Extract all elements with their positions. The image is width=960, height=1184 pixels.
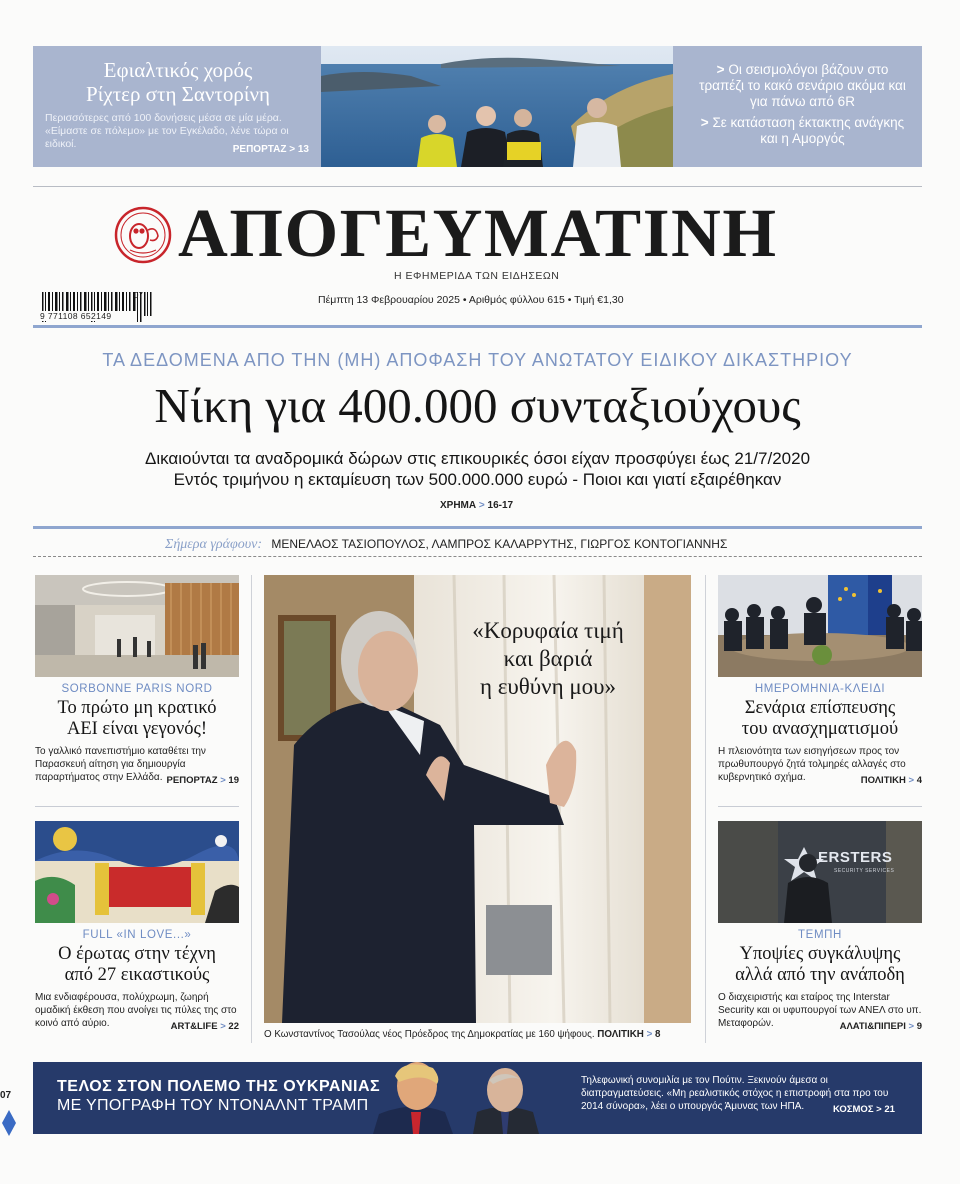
santorini-photo <box>321 46 673 167</box>
dashed-divider <box>33 556 922 557</box>
tempi-title-line2: αλλά από την ανάποδη <box>735 965 905 985</box>
bullet-text: Οι σεισμολόγοι βάζουν στο τραπέζι το κακό σενάριο ακόμα και για πάνω από 6R <box>699 62 906 109</box>
diamond-icon <box>2 1110 16 1136</box>
ref-arrow-icon: > <box>876 1104 882 1115</box>
santorini-ref-section: ΡΕΠΟΡΤΑΖ <box>232 144 287 155</box>
owl-seal-icon <box>114 206 172 264</box>
column-divider <box>251 575 252 1043</box>
writers-label: Σήμερα γράφουν: <box>165 537 263 552</box>
cabinet-ref-page: 4 <box>916 775 922 786</box>
blue-divider <box>33 526 922 529</box>
sorbonne-section: SORBONNE PARIS NORD <box>61 683 213 695</box>
santorini-title <box>45 58 311 106</box>
story-sorbonne[interactable] <box>35 575 239 784</box>
santorini-illustration <box>321 46 673 167</box>
ukraine-ref-page: 21 <box>884 1104 895 1115</box>
writers-line <box>165 537 727 553</box>
ref-arrow-icon: > <box>220 1021 226 1032</box>
cabinet-meeting-illustration <box>718 575 922 677</box>
lead-ref-page: 16-17 <box>487 500 514 511</box>
art-ref-section: ART&LIFE <box>170 1021 218 1032</box>
ref-arrow-icon: > <box>220 775 226 786</box>
santorini-page-ref[interactable] <box>233 144 309 155</box>
santorini-bullets <box>675 46 922 167</box>
cabinet-title-line1: Σενάρια επίσπευσης <box>744 698 896 718</box>
blue-divider <box>33 325 922 328</box>
bullet-arrow-icon: > <box>716 62 725 77</box>
ref-arrow-icon: > <box>908 1021 915 1032</box>
bullet-arrow-icon: > <box>700 115 709 130</box>
ukraine-title: ΤΕΛΟΣ ΣΤΟΝ ΠΟΛΕΜΟ ΤΗΣ ΟΥΚΡΑΝΙΑΣ <box>57 1078 381 1095</box>
story-art[interactable] <box>35 821 239 1030</box>
story-tempi[interactable] <box>718 821 922 1030</box>
divider <box>35 806 239 807</box>
sorbonne-title-line1: Το πρώτο μη κρατικό <box>57 698 217 718</box>
tempi-photo <box>718 821 922 923</box>
tempi-title-line1: Υποψίες συγκάλυψης <box>739 944 901 964</box>
art-title <box>35 944 239 986</box>
sorbonne-ref-page: 19 <box>228 775 239 786</box>
leaders-photo <box>373 1062 583 1134</box>
quote-line2: και βαριά <box>503 646 593 671</box>
art-title-line1: Ο έρωτας στην τέχνη <box>58 944 216 964</box>
sorbonne-ref-section: ΡΕΠΟΡΤΑΖ <box>166 775 218 786</box>
president-caption[interactable] <box>264 1029 691 1040</box>
sign-text: ERSTERS <box>818 849 893 866</box>
tempi-section: ΤΕΜΠΗ <box>798 929 842 941</box>
quote-line3: η ευθύνη μου» <box>479 674 617 699</box>
painting-illustration <box>35 821 239 923</box>
lead-subhead-line1: Δικαιούνται τα αναδρομικά δώρων στις επικουρικές όσοι είχαν προσφύγει έως 21/7/2020 <box>144 449 811 468</box>
caption-text: Ο Κωνσταντίνος Τασούλας νέος Πρόεδρος της Δημοκρατίας με 160 ψήφους. <box>264 1029 595 1040</box>
tempi-ref-page: 9 <box>916 1021 922 1032</box>
caption-ref-page: 8 <box>655 1029 661 1040</box>
divider <box>33 186 922 187</box>
lead-subhead <box>33 448 922 490</box>
sorbonne-page-ref[interactable] <box>167 775 239 786</box>
sorbonne-title <box>35 698 239 740</box>
bullet-text: Σε κατάσταση έκτακτης ανάγκης και η Αμοργός <box>712 115 905 146</box>
santorini-title-line2: Ρίχτερ στη Σαντορίνη <box>86 82 270 106</box>
cabinet-body: Η πλειονότητα των εισηγήσεων προς τον πρωθυπουργό ζητά τολμηρές αλλαγές στο κυβερνητικό σχήμα. <box>718 746 906 783</box>
divider <box>718 806 922 807</box>
ref-arrow-icon: > <box>646 1029 653 1040</box>
tempi-page-ref[interactable] <box>840 1021 922 1032</box>
lead-ref-section: ΧΡΗΜΑ <box>440 500 477 511</box>
edge-number: 07 <box>0 1090 12 1101</box>
santorini-teaser[interactable] <box>33 46 321 167</box>
writers-names: ΜΕΝΕΛΑΟΣ ΤΑΣΙΟΠΟΥΛΟΣ, ΛΑΜΠΡΟΣ ΚΑΛΑΡΡΥΤΗΣ, ΓΙΩΡΓΟΣ ΚΟΝΤΟΓΙΑΝΝΗΣ <box>271 537 728 551</box>
ukraine-banner[interactable] <box>33 1062 922 1134</box>
campus-illustration <box>35 575 239 677</box>
santorini-title-line1: Εφιαλτικός χορός <box>103 58 253 82</box>
art-title-line2: από 27 εικαστικούς <box>64 965 210 985</box>
sorbonne-body: Το γαλλικό πανεπιστήμιο καταθέτει την Παρασκευή αίτηση για δημιουργία παραρτήματος στην Ελλάδα. <box>35 746 206 783</box>
president-quote <box>443 617 653 701</box>
lead-kicker: ΤΑ ΔΕΔΟΜΕΝΑ ΑΠΟ ΤΗΝ (ΜΗ) ΑΠΟΦΑΣΗ ΤΟΥ ΑΝΩΤΑΤΟΥ ΕΙΔΙΚΟΥ ΔΙΚΑΣΤΗΡΙΟΥ <box>102 350 853 370</box>
sorbonne-title-line2: ΑΕΙ είναι γεγονός! <box>66 719 207 739</box>
tempi-body: Ο διαχειριστής και εταίρος της Interstar Security και οι υφυπουργοί των ΑΝΕΛ στο υπ. Μεταφορών. <box>718 992 922 1029</box>
santorini-ref-page: 13 <box>297 144 309 155</box>
art-ref-page: 22 <box>228 1021 239 1032</box>
caption-ref-section: ΠΟΛΙΤΙΚΗ <box>597 1029 644 1040</box>
tempi-title <box>718 944 922 986</box>
lead-headline[interactable]: Νίκη για 400.000 συνταξιούχους <box>154 378 801 433</box>
art-section: FULL «IN LOVE...» <box>82 929 192 941</box>
art-photo <box>35 821 239 923</box>
art-page-ref[interactable] <box>171 1021 239 1032</box>
cabinet-title-line2: του ανασχηματισμού <box>741 719 899 739</box>
cabinet-section: ΗΜΕΡΟΜΗΝΙΑ-ΚΛΕΙΔΙ <box>754 683 886 695</box>
ukraine-page-ref[interactable] <box>833 1104 895 1115</box>
issue-info: Πέμπτη 13 Φεβρουαρίου 2025 • Αριθμός φύλλου 615 • Τιμή €1,30 <box>318 294 624 306</box>
barcode-suffix: 07 <box>134 291 143 300</box>
lead-page-ref[interactable] <box>440 500 513 511</box>
cabinet-ref-section: ΠΟΛΙΤΙΚΗ <box>860 775 906 786</box>
tempi-ref-section: ΑΛΑΤΙ&ΠΙΠΕΡΙ <box>839 1021 906 1032</box>
masthead-tagline: Η ΕΦΗΜΕΡΙΔΑ ΤΩΝ ΕΙΔΗΣΕΩΝ <box>394 270 560 282</box>
ref-arrow-icon: > <box>478 500 485 511</box>
newspaper-masthead[interactable]: ΑΠΟΓΕΥΜΑΤΙΝΗ <box>178 195 778 271</box>
art-body: Μια ενδιαφέρουσα, πολύχρωμη, ζωηρή ομαδική έκθεση που ανοίγει τις πύλες της στο κοινό από αύριο. <box>35 992 237 1029</box>
story-cabinet[interactable] <box>718 575 922 784</box>
ukraine-subtitle: ΜΕ ΥΠΟΓΡΑΦΗ ΤΟΥ ΝΤΟΝΑΛΝΤ ΤΡΑΜΠ <box>57 1097 369 1114</box>
santorini-text: Περισσότερες από 100 δονήσεις μέσα σε μία μέρα. «Είμαστε σε πόλεμο» με τον Εγκέλαδο, λένε τώρα οι ειδικοί. <box>45 112 289 150</box>
column-divider <box>705 575 706 1043</box>
sign-subtext: SECURITY SERVICES <box>834 868 895 874</box>
cabinet-title <box>718 698 922 740</box>
sorbonne-photo <box>35 575 239 677</box>
ukraine-ref-section: ΚΟΣΜΟΣ <box>833 1104 874 1115</box>
cabinet-page-ref[interactable] <box>861 775 922 786</box>
ref-arrow-icon: > <box>289 144 296 155</box>
cabinet-photo <box>718 575 922 677</box>
ukraine-text: Τηλεφωνική συνομιλία με τον Πούτιν. Ξεκινούν άμεσα οι διαπραγματεύσεις. «Μη ρεαλιστικός στόχος η επιστροφή στα προ του 2014 σύνορα», λέει ο υπουργός Άμυνας των ΗΠΑ. <box>581 1075 889 1112</box>
quote-line1: «Κορυφαία τιμή <box>472 618 624 643</box>
top-banner[interactable] <box>33 46 922 167</box>
lead-subhead-line2: Εντός τριμήνου η εκταμίευση των 500.000.000 ευρώ - Ποιοι και γιατί εξαιρέθηκαν <box>173 470 782 489</box>
santorini-bullet-2 <box>693 115 912 147</box>
ref-arrow-icon: > <box>908 775 915 786</box>
barcode-number: 9 771108 652149 <box>40 311 112 321</box>
santorini-bullet-1 <box>693 62 912 110</box>
